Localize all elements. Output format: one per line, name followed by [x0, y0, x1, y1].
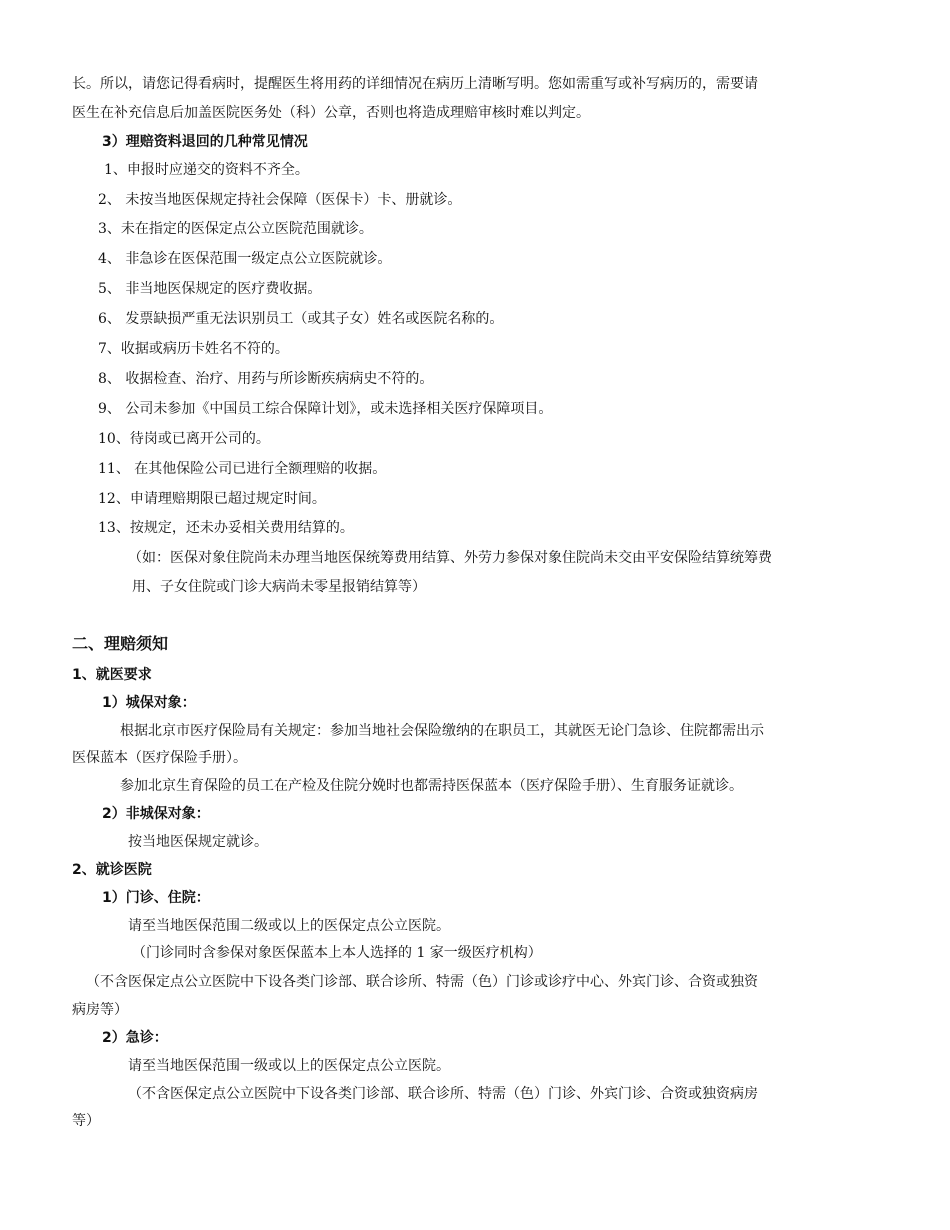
outpatient-heading: 1）门诊、住院： — [102, 890, 210, 906]
non-city-insured-para: 按当地医保规定就诊。 — [128, 834, 268, 850]
city-insured-para-1-line-1: 根据北京市医疗保险局有关规定：参加当地社会保险缴纳的在职员工，其就医无论门急诊、住院都需出示 — [120, 723, 764, 739]
section-2-title: 二、理赔须知 — [72, 634, 169, 653]
emergency-para-2-line-2: 等） — [72, 1113, 100, 1129]
returns-note-line-1: （如：医保对象住院尚未办理当地医保统筹费用结算、外劳力参保对象住院尚未交由平安保险结算统筹费 — [128, 550, 772, 566]
returns-item-8: 8、 收据检查、治疗、用药与所诊断疾病病史不符的。 — [98, 371, 434, 387]
non-city-insured-heading: 2）非城保对象： — [102, 806, 210, 822]
emergency-heading: 2）急诊： — [102, 1030, 168, 1046]
returns-item-2: 2、 未按当地医保规定持社会保障（医保卡）卡、册就诊。 — [98, 192, 462, 208]
outpatient-para-3-line-1: （不含医保定点公立医院中下设各类门诊部、联合诊所、特需（色）门诊或诊疗中心、外宾门诊、合资或独资 — [86, 974, 758, 990]
emergency-para-1: 请至当地医保范围一级或以上的医保定点公立医院。 — [128, 1058, 450, 1074]
returns-item-5: 5、 非当地医保规定的医疗费收据。 — [98, 281, 322, 297]
city-insured-para-1-line-2: 医保蓝本（医疗保险手册）。 — [72, 750, 247, 766]
outpatient-para-3-line-2: 病房等） — [72, 1002, 128, 1018]
hospital-heading: 2、就诊医院 — [72, 862, 152, 878]
outpatient-para-2: （门诊同时含参保对象医保蓝本上本人选择的 1 家一级医疗机构） — [132, 945, 542, 961]
returns-item-13: 13、按规定，还未办妥相关费用结算的。 — [98, 520, 354, 536]
returns-item-1: 1、申报时应递交的资料不齐全。 — [104, 162, 309, 178]
intro-line-2: 医生在补充信息后加盖医院医务处（科）公章，否则也将造成理赔审核时难以判定。 — [72, 105, 590, 121]
city-insured-heading: 1）城保对象： — [102, 695, 196, 711]
returns-item-3: 3、未在指定的医保定点公立医院范围就诊。 — [98, 221, 373, 237]
returns-item-4: 4、 非急诊在医保范围一级定点公立医院就诊。 — [98, 251, 392, 267]
returns-note-line-2: 用、子女住院或门诊大病尚未零星报销结算等） — [132, 579, 426, 595]
returns-item-9: 9、 公司未参加《中国员工综合保障计划》，或未选择相关医疗保障项目。 — [98, 401, 553, 417]
returns-heading: 3）理赔资料退回的几种常见情况 — [102, 134, 308, 150]
returns-item-7: 7、收据或病历卡姓名不符的。 — [98, 341, 289, 357]
city-insured-para-2: 参加北京生育保险的员工在产检及住院分娩时也都需持医保蓝本（医疗保险手册）、生育服务证就诊。 — [120, 778, 743, 794]
outpatient-para-1: 请至当地医保范围二级或以上的医保定点公立医院。 — [128, 918, 450, 934]
emergency-para-2-line-1: （不含医保定点公立医院中下设各类门诊部、联合诊所、特需（色）门诊、外宾门诊、合资或独资病房 — [128, 1086, 758, 1102]
returns-item-10: 10、待岗或已离开公司的。 — [98, 431, 270, 447]
returns-item-6: 6、 发票缺损严重无法识别员工（或其子女）姓名或医院名称的。 — [98, 311, 504, 327]
returns-item-12: 12、申请理赔期限已超过规定时间。 — [98, 491, 326, 507]
requirements-heading: 1、就医要求 — [72, 667, 152, 683]
intro-line-1: 长。所以，请您记得看病时，提醒医生将用药的详细情况在病历上清晰写明。您如需重写或补写病历的，需要请 — [72, 76, 758, 92]
returns-item-11: 11、 在其他保险公司已进行全额理赔的收据。 — [98, 461, 387, 477]
